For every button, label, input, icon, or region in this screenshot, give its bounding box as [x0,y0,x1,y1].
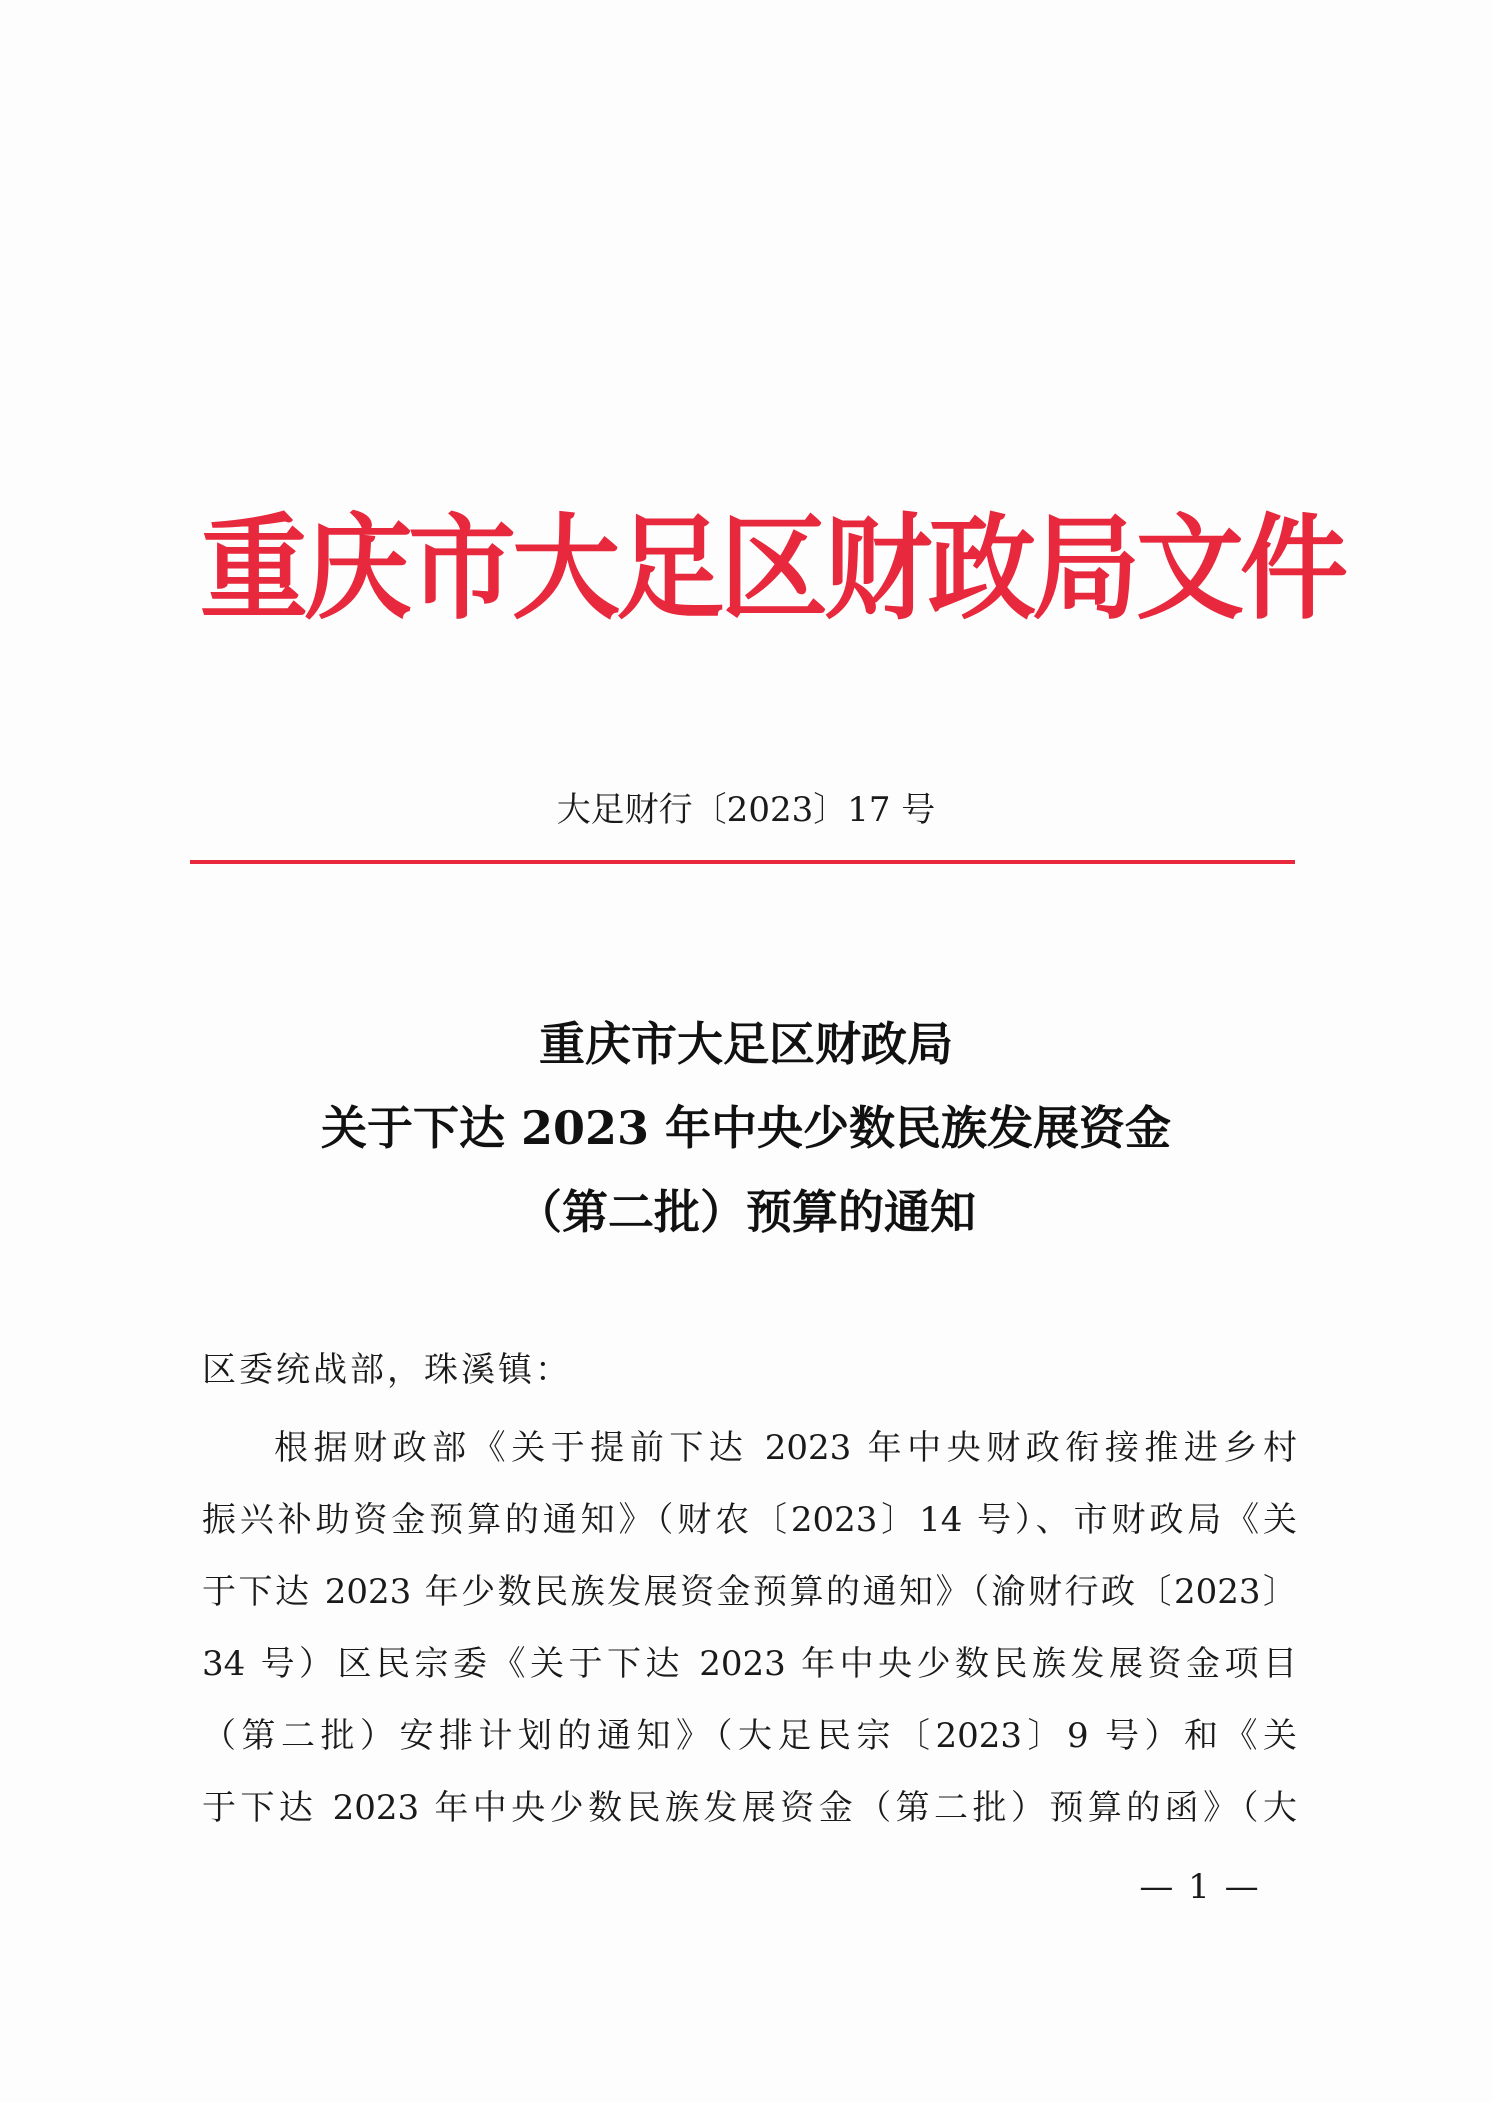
salutation: 区委统战部，珠溪镇： [202,1350,572,1390]
document-title [0,1002,1492,1254]
body-line-6: 于下达 2023 年中央少数民族发展资金（第二批）预算的函》（大 [202,1788,1297,1828]
document-masthead: 重庆市大足区财政局文件 [200,503,1345,636]
title-line-2: 关于下达 2023 年中央少数民族发展资金 [320,1101,1172,1155]
red-divider-line [190,860,1295,864]
body-line-3: 于下达 2023 年少数民族发展资金预算的通知》（渝财行政〔2023〕 [202,1572,1297,1612]
body-line-1: 根据财政部《关于提前下达 2023 年中央财政衔接推进乡村 [274,1428,1297,1468]
body-line-4: 34 号）区民宗委《关于下达 2023 年中央少数民族发展资金项目 [202,1644,1297,1684]
title-line-1: 重庆市大足区财政局 [539,1017,953,1071]
page-number: — 1 — [1139,1867,1261,1907]
body-paragraph [202,1412,1297,1844]
title-line-3: （第二批）预算的通知 [516,1185,976,1239]
body-line-5: （第二批）安排计划的通知》（大足民宗〔2023〕9 号）和《关 [202,1716,1297,1756]
body-line-2: 振兴补助资金预算的通知》（财农〔2023〕14 号）、市财政局《关 [202,1500,1297,1540]
document-number: 大足财行〔2023〕17 号 [556,790,936,830]
